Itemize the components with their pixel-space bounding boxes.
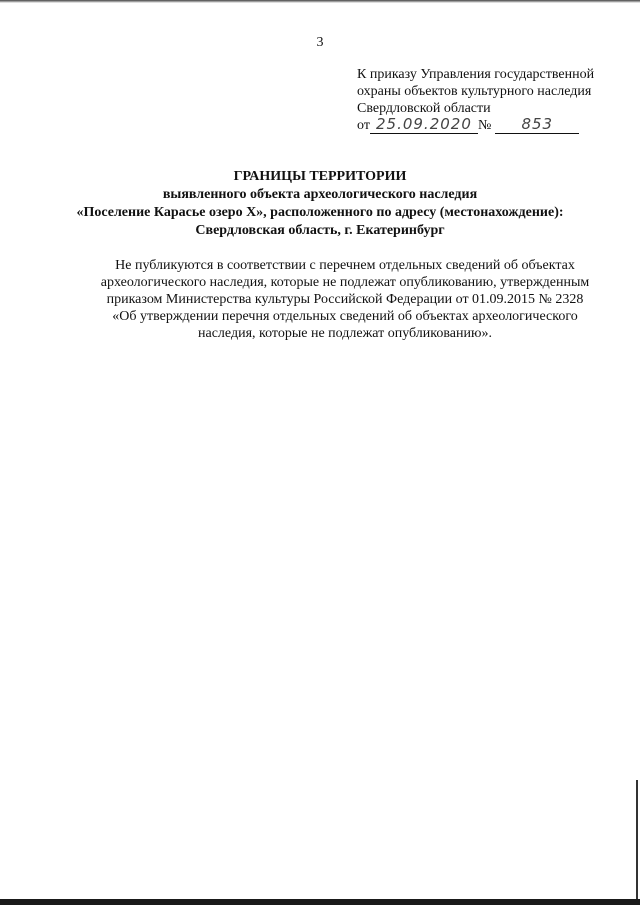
heading-line-3: «Поселение Карасье озеро X», расположенного по адресу (местонахождение): (76, 205, 564, 220)
scan-bottom-edge (0, 899, 640, 905)
date-prefix: от (357, 118, 370, 133)
order-number-handwritten: 853 (495, 117, 579, 134)
body-line-5: наследия, которые не подлежат опубликованию». (198, 326, 492, 341)
body-line-1: Не публикуются в соответствии с перечнем отдельных сведений об объектах (115, 258, 575, 273)
document-heading (0, 168, 640, 240)
body-paragraph (60, 257, 630, 342)
order-date-handwritten: 25.09.2020 (370, 117, 478, 134)
scan-top-edge (0, 0, 640, 3)
attachment-line-2: охраны объектов культурного наследия (357, 84, 592, 99)
body-line-2: археологического наследия, которые не подлежат опубликованию, утвержденным (100, 275, 590, 290)
attachment-note (357, 66, 637, 134)
body-line-4: «Об утверждении перечня отдельных сведений об объектах археологического (112, 309, 578, 324)
scan-right-edge (636, 780, 638, 900)
body-line-3: приказом Министерства культуры Российской Федерации от 01.09.2015 № 2328 (106, 292, 584, 307)
number-prefix: № (477, 118, 492, 133)
heading-line-2: выявленного объекта археологического наследия (162, 187, 478, 202)
heading-title: ГРАНИЦЫ ТЕРРИТОРИИ (233, 169, 407, 184)
attachment-line-1: К приказу Управления государственной (357, 67, 595, 82)
order-reference (357, 117, 637, 134)
attachment-line-3: Свердловской области (357, 101, 491, 116)
page-number: 3 (316, 35, 324, 50)
heading-line-4: Свердловская область, г. Екатеринбург (195, 223, 445, 238)
